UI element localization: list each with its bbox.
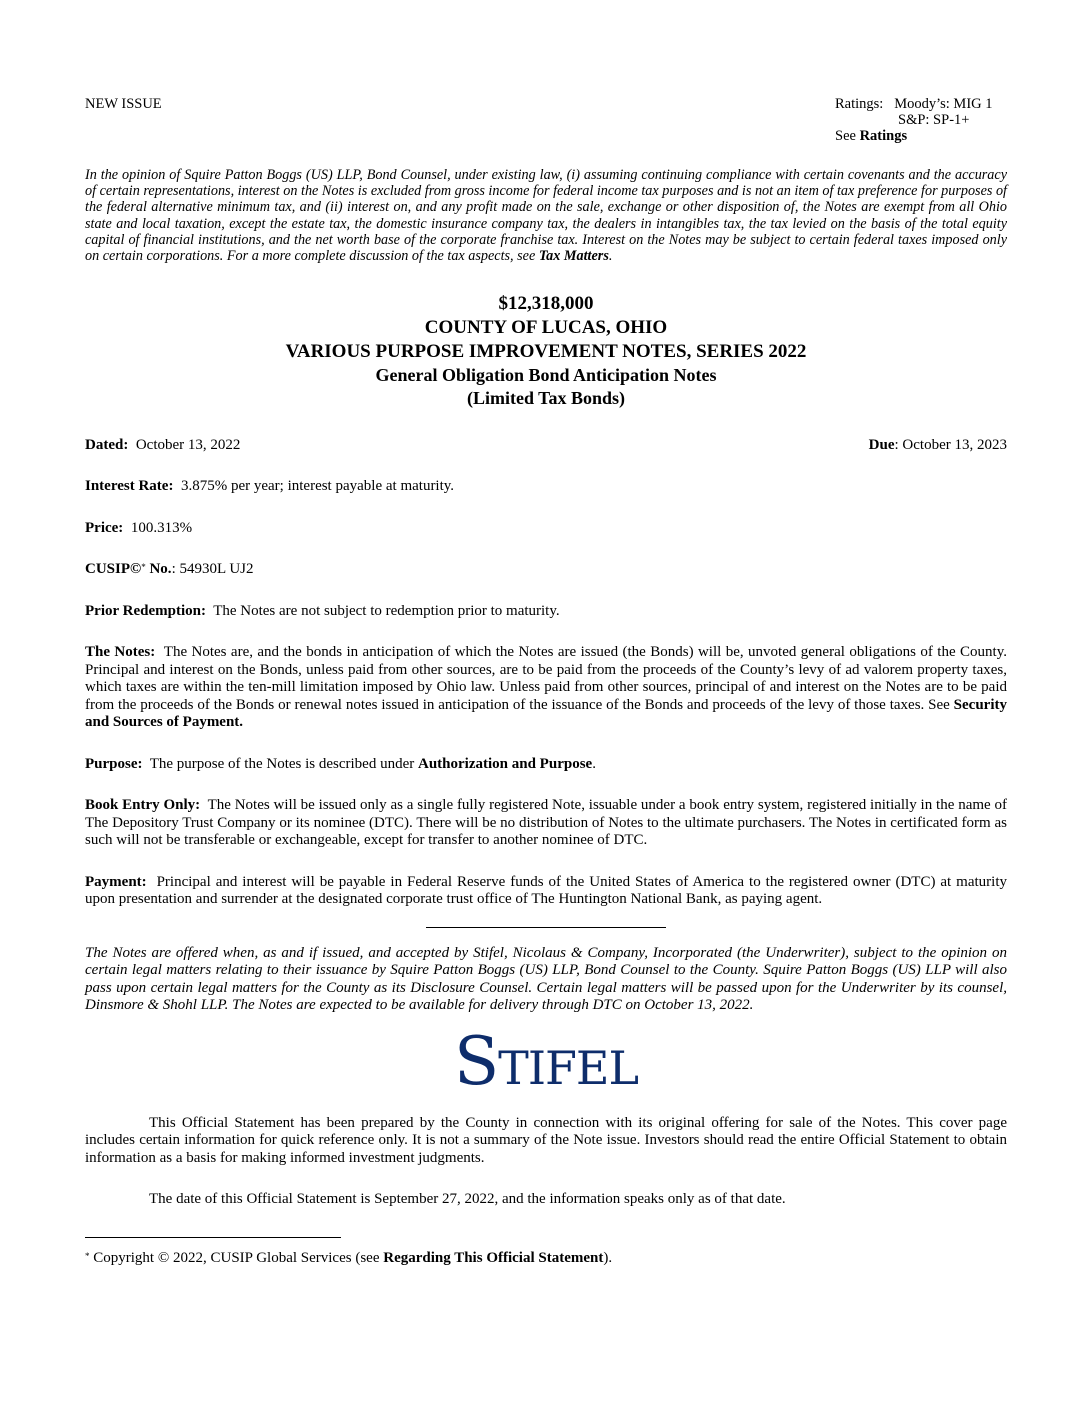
purpose-text: The purpose of the Notes is described under — [149, 755, 418, 772]
cusip-no-label: No. — [145, 561, 172, 578]
see-prefix: See — [835, 128, 860, 144]
prior-redemption-line — [85, 603, 1007, 621]
statement-purpose-paragraph: This Official Statement has been prepared by the County in connection with its original offering for sale of the Notes. This cover page includes certain information for quick reference only. It is not a summary of the Note issue. Investors should read the entire Official Statement to obtain information as a basis for making informed investment judgments. — [85, 1114, 1007, 1166]
price-value: 100.313% — [130, 519, 193, 536]
new-issue-label: NEW ISSUE — [85, 96, 162, 112]
purpose-end: . — [592, 755, 596, 772]
prior-redemption-value: The Notes are not subject to redemption prior to maturity. — [213, 602, 560, 619]
regarding-reference: Regarding This Official Statement — [383, 1249, 604, 1266]
ratings-label: Ratings: — [835, 96, 884, 112]
price-label: Price: — [85, 519, 124, 536]
cusip-label: CUSIP© — [85, 561, 142, 578]
footnote-text: Copyright © 2022, CUSIP Global Services (see — [89, 1249, 384, 1266]
dates-row — [85, 437, 1007, 454]
interest-rate-value: 3.875% per year; interest payable at maturity. — [180, 478, 455, 495]
note-type: General Obligation Bond Anticipation Notes — [375, 365, 717, 386]
price-line — [85, 520, 1007, 538]
tax-opinion-end: . — [608, 248, 613, 265]
dated-value: October 13, 2022 — [135, 437, 241, 454]
payment-label: Payment: — [85, 873, 147, 890]
security-reference: Security and Sources of Payment. — [85, 696, 1007, 731]
interest-rate-label: Interest Rate: — [85, 478, 174, 495]
offering-paragraph: The Notes are offered when, as and if issued, and accepted by Stifel, Nicolaus & Company, Incorporated (the Underwriter), subject to the opinion on certain legal matters relating to their issuance by Squire Patton Boggs (US) LLP, Bond Counsel to the County. Squire Patton Boggs (US) LLP will also pass upon certain legal matters for the County as its Disclosure Counsel. Certain legal matters will be passed upon for the Underwriter by its counsel, Dinsmore & Shohl LLP. The Notes are expected to be available for delivery through DTC on October 13, 2022. — [85, 944, 1007, 1014]
moodys-rating: Moody’s: MIG 1 — [894, 96, 993, 112]
prior-redemption-label: Prior Redemption: — [85, 602, 206, 619]
due-label: Due — [868, 437, 895, 454]
purpose-label: Purpose: — [85, 755, 143, 772]
the-notes-text: The Notes are, and the bonds in anticipation of which the Notes are issued (the Bonds) will be, unvoted general obligations of the County. Principal and interest on the Bonds, unless paid from other sources, are to be paid from the proceeds of the County’s levy of ad valorem property taxes, which taxes are within the ten-mill limitation imposed by Ohio law. Unless paid from other sources, principal of and interest on the Notes are to be paid from the proceeds of the Bonds or renewal notes issued in anticipation of the issuance of the Bonds and proceeds of the levy of those taxes. See — [85, 644, 1007, 713]
the-notes-paragraph — [85, 644, 1007, 732]
statement-date-paragraph: The date of this Official Statement is September 27, 2022, and the information speaks only as of that date. — [149, 1191, 786, 1208]
cusip-value: : 54930L UJ2 — [171, 561, 254, 578]
series-title: VARIOUS PURPOSE IMPROVEMENT NOTES, SERIES 2022 — [285, 341, 807, 363]
official-statement-cover — [85, 96, 1007, 1267]
bond-type: (Limited Tax Bonds) — [466, 388, 626, 409]
dated-label: Dated: — [85, 437, 129, 454]
cusip-footnote-mark: * — [141, 562, 146, 573]
title-block — [85, 292, 1007, 410]
header — [85, 96, 1007, 144]
footnote-end: ). — [603, 1249, 613, 1266]
the-notes-label: The Notes: — [85, 644, 156, 661]
authorization-reference: Authorization and Purpose — [418, 755, 593, 772]
sp-rating: S&P: SP-1+ — [898, 112, 970, 128]
payment-text: Principal and interest will be payable in Federal Reserve funds of the United States of America to the registered owner (DTC) at maturity upon presentation and surrender at the designated corporate trust office of The Huntington National Bank, as paying agent. — [85, 873, 1008, 908]
book-entry-text: The Notes will be issued only as a single fully registered Note, issuable under a book entry system, registered initially in the name of The Depository Trust Company or its nominee (DTC). There will be no distribution of Notes to the ultimate purchasers. The Notes in certificated form as such will not be transferable or exchangeable, except for transfer to another nominee of DTC. — [85, 797, 1007, 849]
footnote — [85, 1250, 1007, 1268]
ratings-reference: Ratings — [859, 128, 908, 144]
tax-matters-reference: Tax Matters — [538, 248, 609, 265]
footnote-mark: * — [85, 1250, 90, 1261]
cusip-line — [85, 561, 1007, 579]
issue-amount: $12,318,000 — [498, 293, 594, 315]
book-entry-paragraph — [85, 797, 1007, 850]
tax-opinion-text: In the opinion of Squire Patton Boggs (US) LLP, Bond Counsel, under existing law, (i) assuming continuing compliance with certain covenants and the accuracy of certain representations, interest on the Notes is excluded from gross income for federal income tax purposes and is not an item of tax preference for purposes of the federal alternative minimum tax, and (ii) interest on, and any profit made on the sale, exchange or other disposition of, the Notes are exempt from all Ohio state and local taxation, except the estate tax, the domestic insurance company tax, the dealers in intangibles tax, the tax levied on the basis of the total equity capital of financial institutions, and the net worth base of the corporate franchise tax. Interest on the Notes may be subject to certain federal taxes imposed only on certain corporations. For a more complete discussion of the tax aspects, see — [85, 167, 1007, 265]
purpose-paragraph — [85, 756, 1007, 774]
interest-rate-line — [85, 478, 1007, 496]
due-value: : October 13, 2023 — [894, 437, 1007, 454]
ratings-block — [835, 96, 1007, 144]
issuer-name: COUNTY OF LUCAS, OHIO — [424, 317, 668, 339]
stifel-logo: Stifel — [453, 1022, 639, 1100]
book-entry-label: Book Entry Only: — [85, 797, 201, 814]
tax-opinion-paragraph — [85, 167, 1007, 264]
payment-paragraph — [85, 874, 1007, 909]
